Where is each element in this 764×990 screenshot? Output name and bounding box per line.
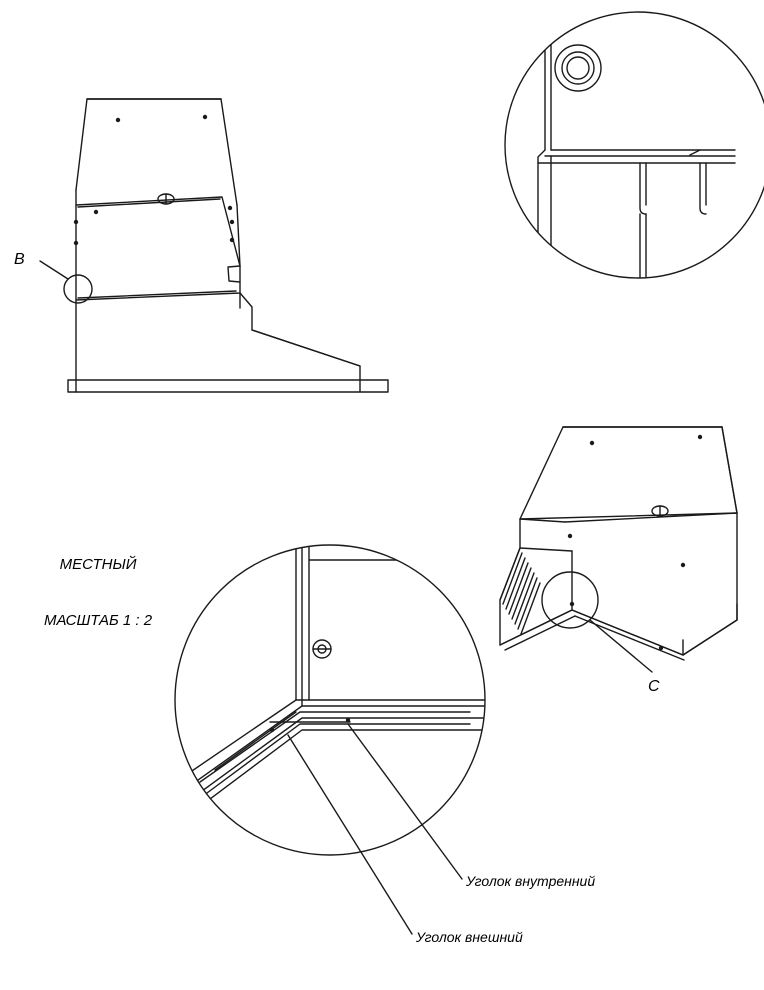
local-view-line1: МЕСТНЫЙ (59, 555, 137, 573)
local-view-label (44, 518, 152, 668)
annotation-outer-angle: Уголок внешний (416, 929, 523, 945)
detail-b-view-geometry (505, 0, 764, 300)
isometric-view-geometry (500, 427, 737, 672)
callout-label-b: B (14, 251, 25, 268)
local-detail-view-geometry (164, 545, 490, 934)
side-view-geometry (40, 99, 388, 392)
callout-label-c: C (648, 678, 660, 695)
local-view-line2: МАСШТАБ 1 : 2 (44, 611, 153, 629)
annotation-inner-angle: Уголок внутренний (466, 873, 596, 889)
